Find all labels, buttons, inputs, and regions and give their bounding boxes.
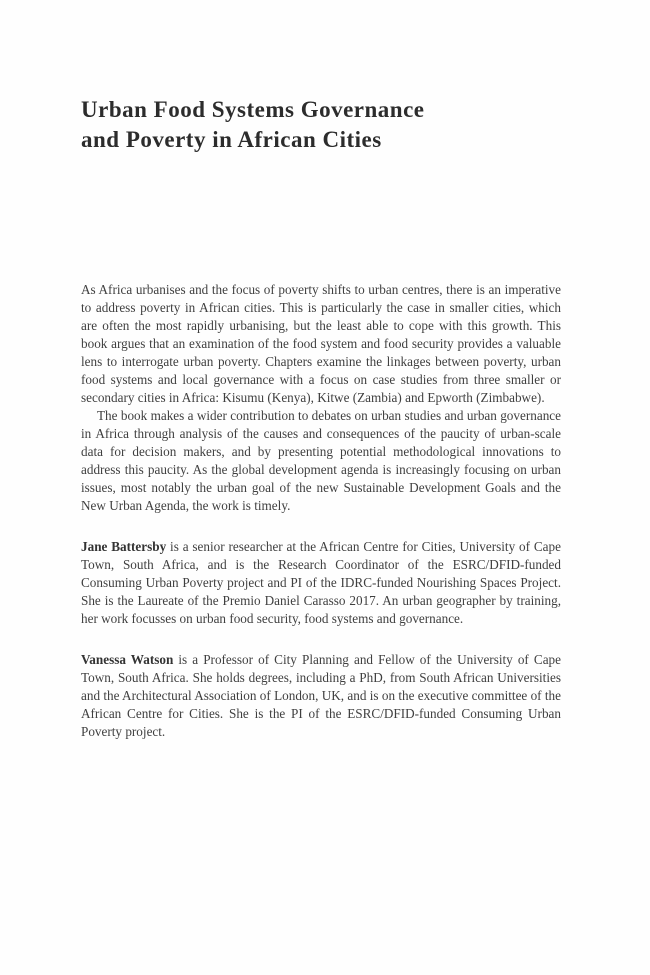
page-body [81, 281, 561, 741]
author-bio-text-vanessa-watson: is a Professor of City Planning and Fellow of the University of Cape Town, South Africa. She holds degrees, including a PhD, from South African Universities and the Architectural Association of London, UK, and is on the executive committee of the African Centre for Cities. She is the PI of the ESRC/DFID-funded Consuming Urban Poverty project. [81, 652, 561, 739]
page-title [81, 95, 561, 155]
author-name-jane-battersby: Jane Battersby [81, 539, 167, 554]
page-title-line-1: Urban Food Systems Governance [81, 97, 425, 123]
author-bio-text-jane-battersby: is a senior researcher at the African Centre for Cities, University of Cape Town, South Africa, and is the Research Coordinator of the ESRC/DFID-funded Consuming Urban Poverty project and PI of the IDRC-funded Nourishing Spaces Project. She is the Laureate of the Premio Daniel Carasso 2017. An urban geographer by training, her work focusses on urban food security, food systems and governance. [81, 539, 561, 626]
synopsis-paragraph-1: As Africa urbanises and the focus of poverty shifts to urban centres, there is an imperative to address poverty in African cities. This is particularly the case in smaller cities, which are often the most rapidly urbanising, but the least able to cope with this growth. This book argues that an examination of the food system and food security provides a valuable lens to interrogate urban poverty. Chapters examine the linkages between poverty, urban food systems and local governance with a focus on case studies from three smaller or secondary cities in Africa: Kisumu (Kenya), Kitwe (Zambia) and Epworth (Zimbabwe). [81, 282, 561, 405]
author-name-vanessa-watson: Vanessa Watson [81, 652, 174, 667]
author-bio-vanessa-watson [81, 651, 561, 741]
author-bio-jane-battersby [81, 538, 561, 628]
synopsis-paragraph-2: The book makes a wider contribution to debates on urban studies and urban governance in Africa through analysis of the causes and consequences of the paucity of urban-scale data for decision makers, and by presenting potential methodological innovations to address this paucity. As the global development agenda is increasingly focusing on urban issues, most notably the urban goal of the new Sustainable Development Goals and the New Urban Agenda, the work is timely. [81, 408, 561, 513]
page-title-line-2: and Poverty in African Cities [81, 127, 382, 153]
